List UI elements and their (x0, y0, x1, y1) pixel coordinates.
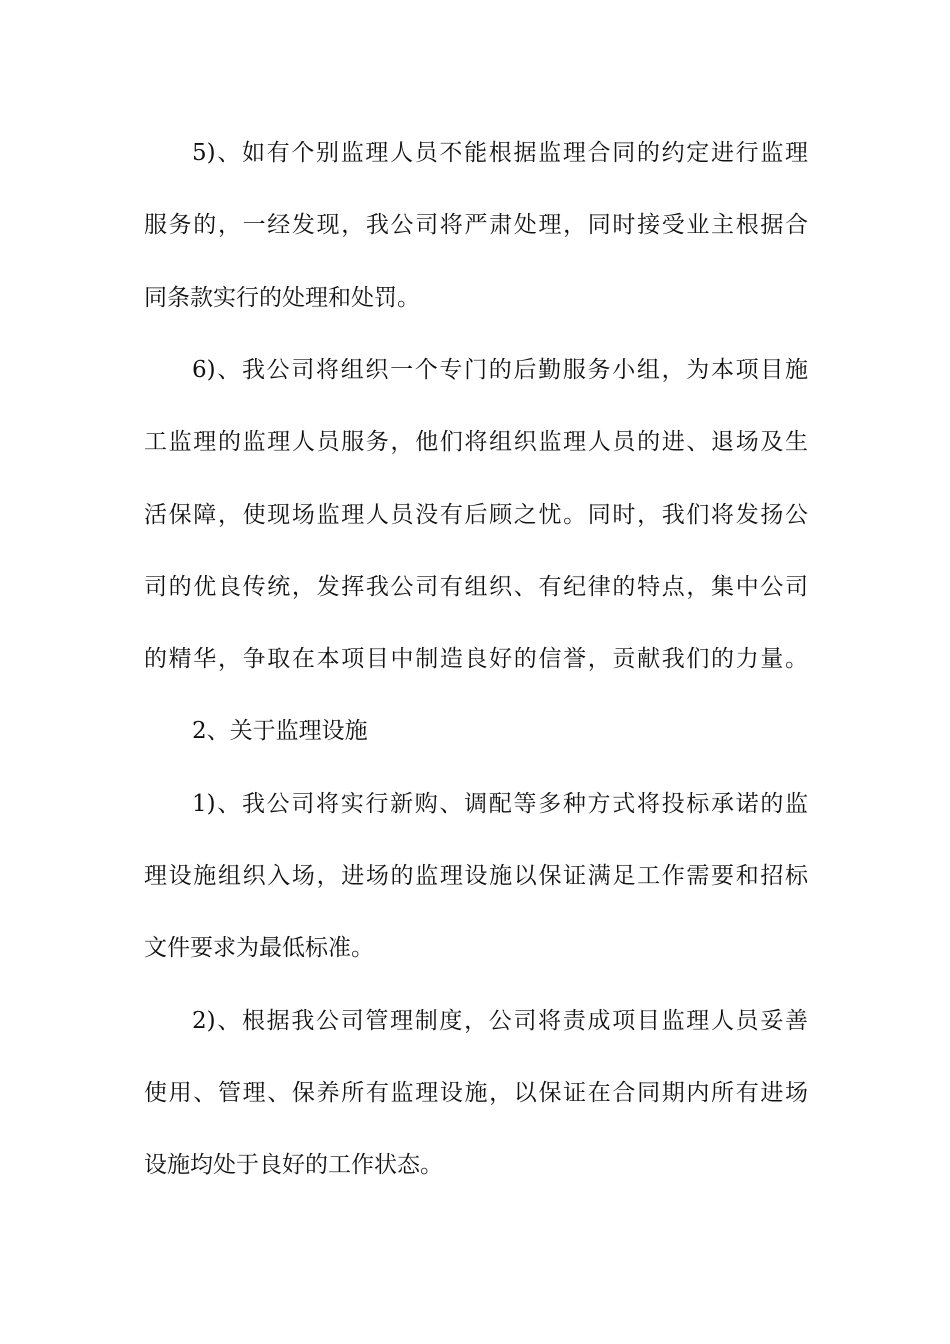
paragraph-6-line-4: 司的优良传统，发挥我公司有组织、有纪律的特点，集中公司 (144, 574, 808, 600)
paragraph-6-line-2: 工监理的监理人员服务，他们将组织监理人员的进、退场及生 (144, 429, 808, 455)
paragraph-1-line-3: 文件要求为最低标准。 (144, 935, 374, 961)
paragraph-2-line-2: 使用、管理、保养所有监理设施，以保证在合同期内所有进场 (144, 1080, 808, 1106)
paragraph-2-line-3: 设施均处于良好的工作状态。 (144, 1152, 443, 1178)
paragraph-6-line-3: 活保障，使现场监理人员没有后顾之忧。同时，我们将发扬公 (144, 502, 808, 528)
paragraph-1-line-2: 理设施组织入场，进场的监理设施以保证满足工作需要和招标 (144, 863, 808, 889)
section-heading: 2、关于监理设施 (192, 718, 368, 744)
paragraph-2-line-1: 2)、根据我公司管理制度，公司将责成项目监理人员妥善 (192, 1008, 808, 1034)
paragraph-5-line-2: 服务的，一经发现，我公司将严肃处理，同时接受业主根据合 (144, 212, 808, 238)
paragraph-5-line-3: 同条款实行的处理和处罚。 (144, 285, 420, 311)
paragraph-6-line-5: 的精华，争取在本项目中制造良好的信誉，贡献我们的力量。 (144, 646, 808, 672)
paragraph-1-line-1: 1)、我公司将实行新购、调配等多种方式将投标承诺的监 (192, 791, 808, 817)
paragraph-5-line-1: 5)、如有个别监理人员不能根据监理合同的约定进行监理 (192, 140, 808, 166)
paragraph-6-line-1: 6)、我公司将组织一个专门的后勤服务小组，为本项目施 (192, 357, 808, 383)
